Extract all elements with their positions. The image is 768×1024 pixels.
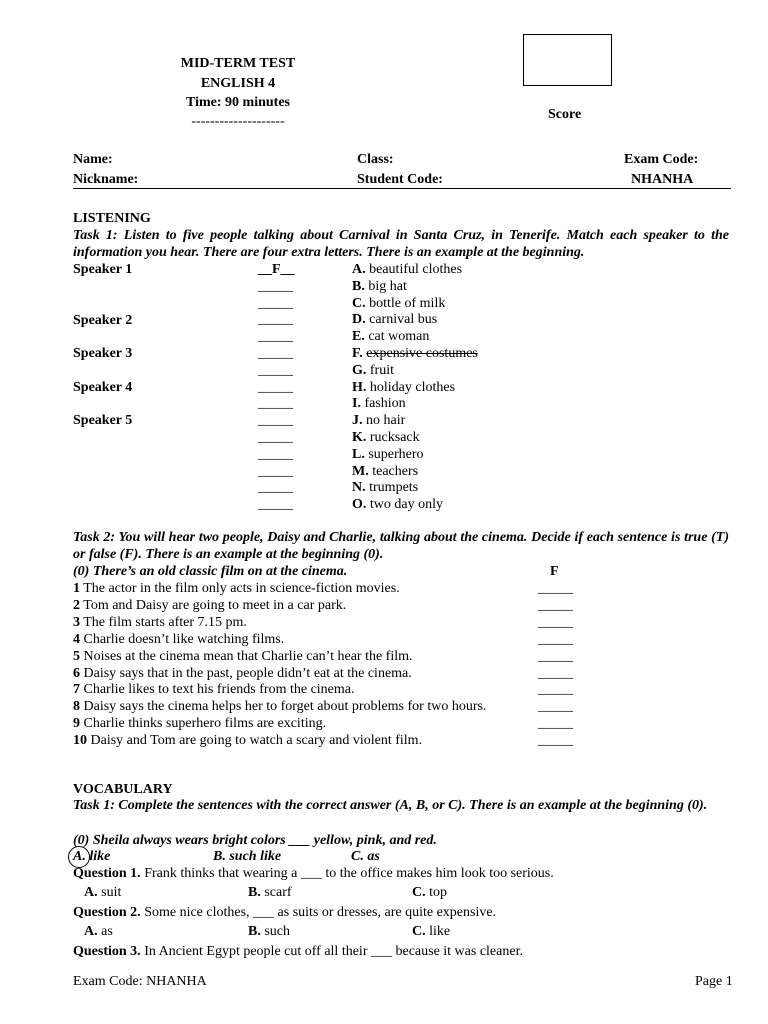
answer-option (248, 923, 290, 940)
statement-item (73, 715, 326, 732)
footer-page-number: Page 1 (695, 974, 733, 989)
speaker-label: Speaker 5 (73, 413, 133, 428)
question-item (73, 865, 554, 882)
nickname-label: Nickname: (73, 172, 139, 187)
option-text: no hair (366, 413, 406, 428)
answer-option-letter: A. (84, 885, 98, 900)
answer-blank: _____ (538, 615, 573, 630)
question-label: Question 3. (73, 944, 141, 959)
answer-option-text: like (429, 924, 451, 939)
answer-option-letter: A. (84, 924, 98, 939)
speaker-label: Speaker 2 (73, 313, 133, 328)
statement-text: Tom and Daisy are going to meet in a car park. (83, 598, 347, 613)
option-item (352, 261, 462, 278)
header-dashes: -------------------- (191, 114, 285, 129)
answer-blank: _____ (258, 380, 293, 395)
class-label: Class: (357, 152, 394, 167)
statement-number: 2 (73, 598, 80, 613)
option-item (352, 479, 418, 496)
score-box (523, 34, 612, 86)
option-letter: C. (352, 296, 366, 311)
speaker-label: Speaker 4 (73, 380, 133, 395)
statement-text: Charlie likes to text his friends from the cinema. (83, 682, 355, 697)
answer-option-letter: B. (248, 924, 261, 939)
statement-text: Noises at the cinema mean that Charlie can’t hear the film. (83, 649, 413, 664)
listening-task2-instructions: Task 2: You will hear two people, Daisy and Charlie, talking about the cinema. Decide if each sentence is true (T) or false (F). There is an example at the beginning (0). (73, 530, 729, 562)
answer-blank: _____ (538, 733, 573, 748)
question-text: Frank thinks that wearing a ___ to the office makes him look too serious. (144, 866, 554, 881)
vocabulary-heading: VOCABULARY (73, 782, 173, 797)
option-text: expensive costumes (366, 346, 478, 361)
statement-text: The film starts after 7.15 pm. (83, 615, 247, 630)
answer-blank: _____ (538, 699, 573, 714)
name-label: Name: (73, 152, 113, 167)
option-text: teachers (372, 464, 419, 479)
answer-blank: _____ (258, 430, 293, 445)
option-text: beautiful clothes (369, 262, 463, 277)
option-item (352, 345, 478, 362)
statement-item (73, 597, 346, 614)
question-label: Question 2. (73, 905, 141, 920)
vocabulary-instructions: Task 1: Complete the sentences with the correct answer (A, B, or C). There is an example at the beginning (0). (73, 798, 708, 813)
answer-blank: _____ (258, 497, 293, 512)
statement-text: Daisy says the cinema helps her to forget about problems for two hours. (83, 699, 487, 714)
answer-blank: _____ (258, 296, 293, 311)
answer-option (412, 923, 450, 940)
answer-option-text: such (264, 924, 291, 939)
test-title: MID-TERM TEST (180, 56, 296, 71)
option-item (352, 379, 455, 396)
option-letter: E. (352, 329, 365, 344)
statement-item (73, 732, 422, 749)
statement-text: Daisy says that in the past, people didn’t eat at the cinema. (83, 666, 412, 681)
speaker-label: Speaker 3 (73, 346, 133, 361)
option-letter: B. (352, 279, 365, 294)
vocab-example-option: C. as (351, 849, 380, 864)
answer-option (84, 884, 121, 901)
statement-item (73, 665, 412, 682)
answer-option-text: top (429, 885, 448, 900)
answer-blank: _____ (258, 363, 293, 378)
footer-exam-code: Exam Code: NHANHA (73, 974, 207, 989)
option-letter: G. (352, 363, 367, 378)
option-text: trumpets (369, 480, 419, 495)
statement-item (73, 580, 400, 597)
task2-example: (0) There’s an old classic film on at the cinema. (73, 564, 348, 579)
option-letter: F. (352, 346, 363, 361)
statement-item (73, 631, 284, 648)
answer-option (84, 923, 113, 940)
vocab-example-option: B. such like (213, 849, 282, 864)
question-item (73, 943, 523, 960)
option-text: rucksack (369, 430, 420, 445)
question-text: In Ancient Egypt people cut off all their ___ because it was cleaner. (144, 944, 523, 959)
option-item (352, 395, 406, 412)
test-subject: ENGLISH 4 (200, 76, 276, 91)
option-text: two day only (369, 497, 443, 512)
statement-number: 6 (73, 666, 80, 681)
answer-blank: _____ (538, 581, 573, 596)
option-letter: M. (352, 464, 369, 479)
answer-blank: _____ (538, 649, 573, 664)
option-letter: N. (352, 480, 366, 495)
option-text: big hat (368, 279, 407, 294)
statement-number: 10 (73, 733, 87, 748)
statement-number: 4 (73, 632, 80, 647)
test-time: Time: 90 minutes (186, 95, 290, 110)
option-item (352, 496, 443, 513)
statement-item (73, 681, 354, 698)
answer-blank: _____ (258, 329, 293, 344)
option-letter: J. (352, 413, 363, 428)
speaker-label: Speaker 1 (73, 262, 133, 277)
task2-example-answer: F (550, 564, 559, 579)
answer-blank: _____ (538, 666, 573, 681)
option-item (352, 295, 445, 312)
statement-item (73, 614, 247, 631)
header-divider (73, 188, 731, 189)
option-item (352, 278, 407, 295)
option-letter: K. (352, 430, 367, 445)
answer-blank: _____ (538, 716, 573, 731)
option-letter: O. (352, 497, 367, 512)
statement-number: 1 (73, 581, 80, 596)
vocab-example-option: A. like (73, 849, 111, 864)
answer-blank: _____ (258, 346, 293, 361)
option-letter: H. (352, 380, 367, 395)
answer-blank: _____ (258, 279, 293, 294)
statement-number: 7 (73, 682, 80, 697)
answer-blank-example: __F__ (258, 262, 295, 277)
statement-text: Charlie thinks superhero films are exciting. (83, 716, 327, 731)
option-item (352, 412, 405, 429)
option-text: carnival bus (369, 312, 438, 327)
statement-number: 9 (73, 716, 80, 731)
answer-blank: _____ (258, 480, 293, 495)
exam-code-label: Exam Code: (624, 152, 699, 167)
option-item (352, 362, 394, 379)
statement-item (73, 698, 486, 715)
statement-number: 5 (73, 649, 80, 664)
answer-blank: _____ (538, 632, 573, 647)
option-letter: D. (352, 312, 366, 327)
answer-blank: _____ (258, 464, 293, 479)
answer-option (248, 884, 292, 901)
answer-option-letter: C. (412, 924, 426, 939)
listening-heading: LISTENING (73, 211, 151, 226)
option-letter: I. (352, 396, 361, 411)
vocab-example: (0) Sheila always wears bright colors ___ yellow, pink, and red. (73, 833, 437, 848)
answer-blank: _____ (258, 447, 293, 462)
question-item (73, 904, 496, 921)
option-item (352, 463, 418, 480)
option-text: superhero (368, 447, 424, 462)
statement-number: 3 (73, 615, 80, 630)
option-item (352, 311, 437, 328)
student-code-label: Student Code: (357, 172, 443, 187)
option-text: holiday clothes (369, 380, 456, 395)
answer-option-text: scarf (264, 885, 292, 900)
option-letter: A. (352, 262, 366, 277)
option-letter: L. (352, 447, 365, 462)
answer-option-letter: B. (248, 885, 261, 900)
option-text: fashion (364, 396, 406, 411)
statement-item (73, 648, 413, 665)
statement-text: Daisy and Tom are going to watch a scary and violent film. (90, 733, 423, 748)
answer-blank: _____ (258, 413, 293, 428)
option-text: fruit (369, 363, 394, 378)
answer-option (412, 884, 447, 901)
option-item (352, 446, 424, 463)
answer-blank: _____ (538, 682, 573, 697)
question-label: Question 1. (73, 866, 141, 881)
answer-blank: _____ (538, 598, 573, 613)
option-item (352, 328, 429, 345)
answer-option-letter: C. (412, 885, 426, 900)
statement-text: Charlie doesn’t like watching films. (83, 632, 285, 647)
statement-number: 8 (73, 699, 80, 714)
answer-blank: _____ (258, 396, 293, 411)
listening-task1-instructions: Task 1: Listen to five people talking about Carnival in Santa Cruz, in Tenerife. Match each speaker to the information you hear. There are four extra letters. There is an example at the beginning. (73, 228, 729, 260)
question-text: Some nice clothes, ___ as suits or dresses, are quite expensive. (144, 905, 497, 920)
score-label: Score (548, 107, 582, 122)
option-text: cat woman (368, 329, 430, 344)
answer-option-text: suit (101, 885, 122, 900)
option-item (352, 429, 420, 446)
statement-text: The actor in the film only acts in science-fiction movies. (83, 581, 400, 596)
answer-option-text: as (101, 924, 113, 939)
exam-code-value: NHANHA (631, 172, 694, 187)
answer-blank: _____ (258, 312, 293, 327)
option-text: bottle of milk (369, 296, 446, 311)
